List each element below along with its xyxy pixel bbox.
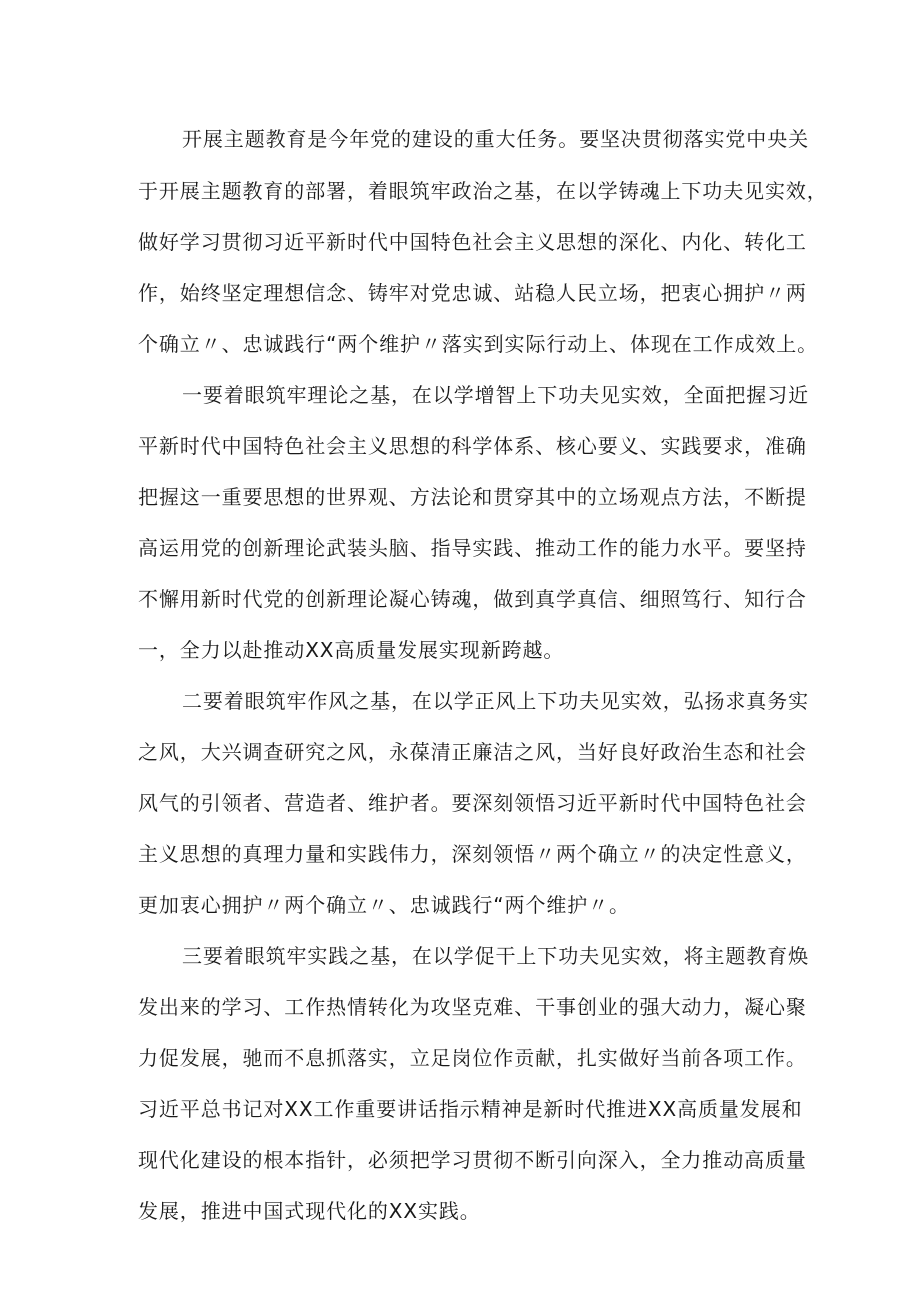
paragraph-1-line-1: 开展主题教育是今年党的建设的重大任务。要坚决贯彻落实党中央关 xyxy=(182,127,809,151)
paragraph-2-line-1: 一要着眼筑牢理论之基，在以学增智上下功夫见实效，全面把握习近 xyxy=(182,383,809,407)
paragraph-4-line-6: 发展，推进中国式现代化的XX实践。 xyxy=(138,1199,481,1223)
paragraph-2-line-2: 平新时代中国特色社会主义思想的科学体系、核心要义、实践要求，准确 xyxy=(138,434,807,458)
paragraph-4-line-2: 发出来的学习、工作热情转化为攻坚克难、干事创业的强大动力，凝心聚 xyxy=(138,995,807,1019)
paragraph-3-line-2: 之风，大兴调查研究之风，永葆清正廉洁之风，当好良好政治生态和社会 xyxy=(138,740,807,764)
paragraph-1-line-2: 于开展主题教育的部署，着眼筑牢政治之基，在以学铸魂上下功夫见实效， xyxy=(138,179,828,203)
paragraph-3-line-4: 主义思想的真理力量和实践伟力，深刻领悟〃两个确立〃的决定性意义， xyxy=(138,842,807,866)
paragraph-2-line-4: 高运用党的创新理论武装头脑、指导实践、推动工作的能力水平。要坚持 xyxy=(138,536,807,560)
paragraph-4-line-3: 力促发展，驰而不息抓落实，立足岗位作贡献，扎实做好当前各项工作。 xyxy=(138,1046,807,1070)
paragraph-1-line-4: 作，始终坚定理想信念、铸牢对党忠诚、站稳人民立场，把衷心拥护〃两 xyxy=(138,281,807,305)
paragraph-2-line-5: 不懈用新时代党的创新理论凝心铸魂，做到真学真信、细照笃行、知行合 xyxy=(138,587,807,611)
paragraph-4-line-4: 习近平总书记对XX工作重要讲话指示精神是新时代推进XX高质量发展和 xyxy=(138,1097,803,1121)
paragraph-3-line-1: 二要着眼筑牢作风之基，在以学正风上下功夫见实效，弘扬求真务实 xyxy=(182,689,809,713)
paragraph-2-line-3: 把握这一重要思想的世界观、方法论和贯穿其中的立场观点方法，不断提 xyxy=(138,485,807,509)
paragraph-3-line-5: 更加衷心拥护〃两个确立〃、忠诚践行“两个维护〃。 xyxy=(138,893,630,917)
paragraph-3-line-3: 风气的引领者、营造者、维护者。要深刻领悟习近平新时代中国特色社会 xyxy=(138,791,807,815)
paragraph-1-line-3: 做好学习贯彻习近平新时代中国特色社会主义思想的深化、内化、转化工 xyxy=(138,230,807,254)
paragraph-4-line-1: 三要着眼筑牢实践之基，在以学促干上下功夫见实效，将主题教育焕 xyxy=(182,944,809,968)
paragraph-4-line-5: 现代化建设的根本指针，必须把学习贯彻不断引向深入，全力推动高质量 xyxy=(138,1148,807,1172)
paragraph-1-line-5: 个确立〃、忠诚践行“两个维护〃落实到实际行动上、体现在工作成效上。 xyxy=(138,332,819,356)
paragraph-2-line-6: 一，全力以赴推动XX高质量发展实现新跨越。 xyxy=(138,638,565,662)
